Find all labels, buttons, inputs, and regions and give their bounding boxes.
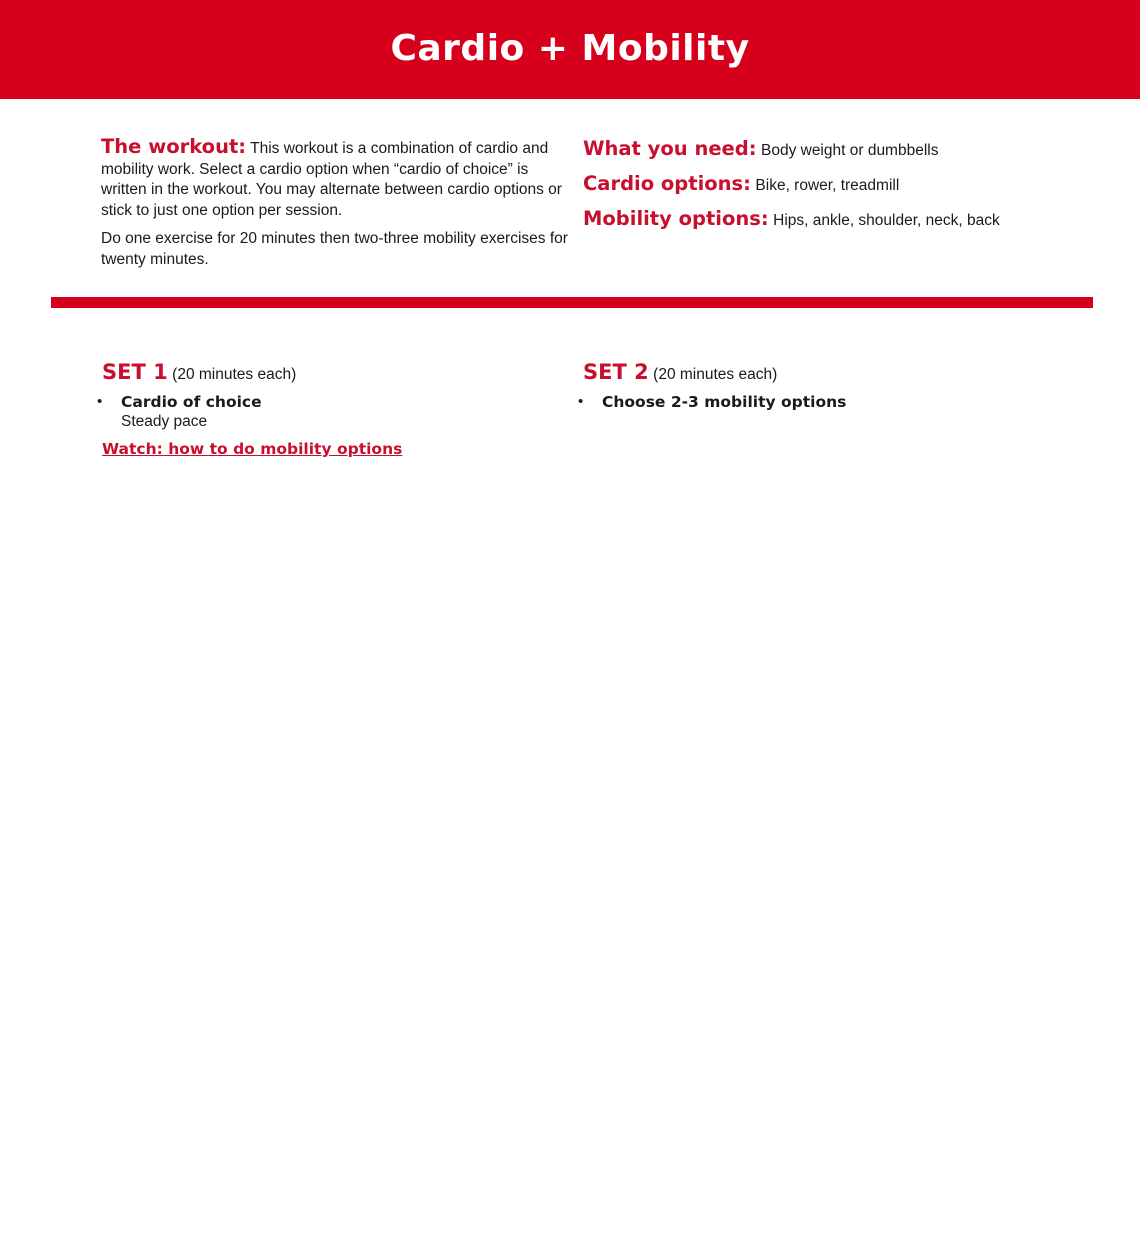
set-1-heading — [102, 360, 562, 384]
instruction-paragraph: Do one exercise for 20 minutes then two-three mobility exercises for twenty minutes. — [101, 230, 568, 268]
equipment-value: Body weight or dumbbells — [760, 142, 939, 159]
bullet-icon: • — [578, 393, 584, 410]
header-banner — [0, 0, 1140, 99]
workout-label: The workout: — [101, 135, 247, 158]
workout-text: This workout is a combination of cardio and mobility work. Select a cardio option when “cardio of choice” is written in the workout. You may alternate between cardio options or stick to just one option per session. — [101, 140, 562, 219]
set-2-exercise-list — [578, 392, 1043, 412]
cardio-options-value: Bike, rower, treadmill — [755, 177, 900, 194]
set-1-duration: (20 minutes each) — [172, 366, 297, 383]
watch-mobility-link[interactable]: Watch: how to do mobility options — [102, 440, 403, 458]
list-item — [578, 392, 1043, 412]
exercise-title: Choose 2-3 mobility options — [602, 393, 847, 411]
exercise-detail: Steady pace — [121, 413, 208, 430]
cardio-options-row — [583, 172, 1103, 198]
equipment-row — [583, 137, 1103, 163]
page-title: Cardio + Mobility — [390, 28, 750, 69]
mobility-options-value: Hips, ankle, shoulder, neck, back — [773, 212, 1000, 229]
set-2-heading — [583, 360, 1043, 384]
mobility-options-label: Mobility options: — [583, 207, 769, 230]
bullet-icon: • — [97, 393, 103, 410]
mobility-options-row — [583, 207, 1103, 233]
section-divider — [51, 297, 1093, 308]
set-1-exercise-list — [97, 392, 562, 432]
set-2-section — [578, 360, 1043, 418]
set-1-label: SET 1 — [102, 360, 168, 384]
set-1-section — [97, 360, 562, 459]
workout-description — [101, 137, 571, 278]
requirements-panel — [583, 137, 1103, 242]
set-2-duration: (20 minutes each) — [653, 366, 778, 383]
set-2-label: SET 2 — [583, 360, 649, 384]
exercise-title: Cardio of choice — [121, 393, 262, 411]
list-item — [97, 392, 562, 432]
workout-paragraph — [101, 137, 571, 221]
cardio-options-label: Cardio options: — [583, 172, 751, 195]
equipment-label: What you need: — [583, 137, 757, 160]
